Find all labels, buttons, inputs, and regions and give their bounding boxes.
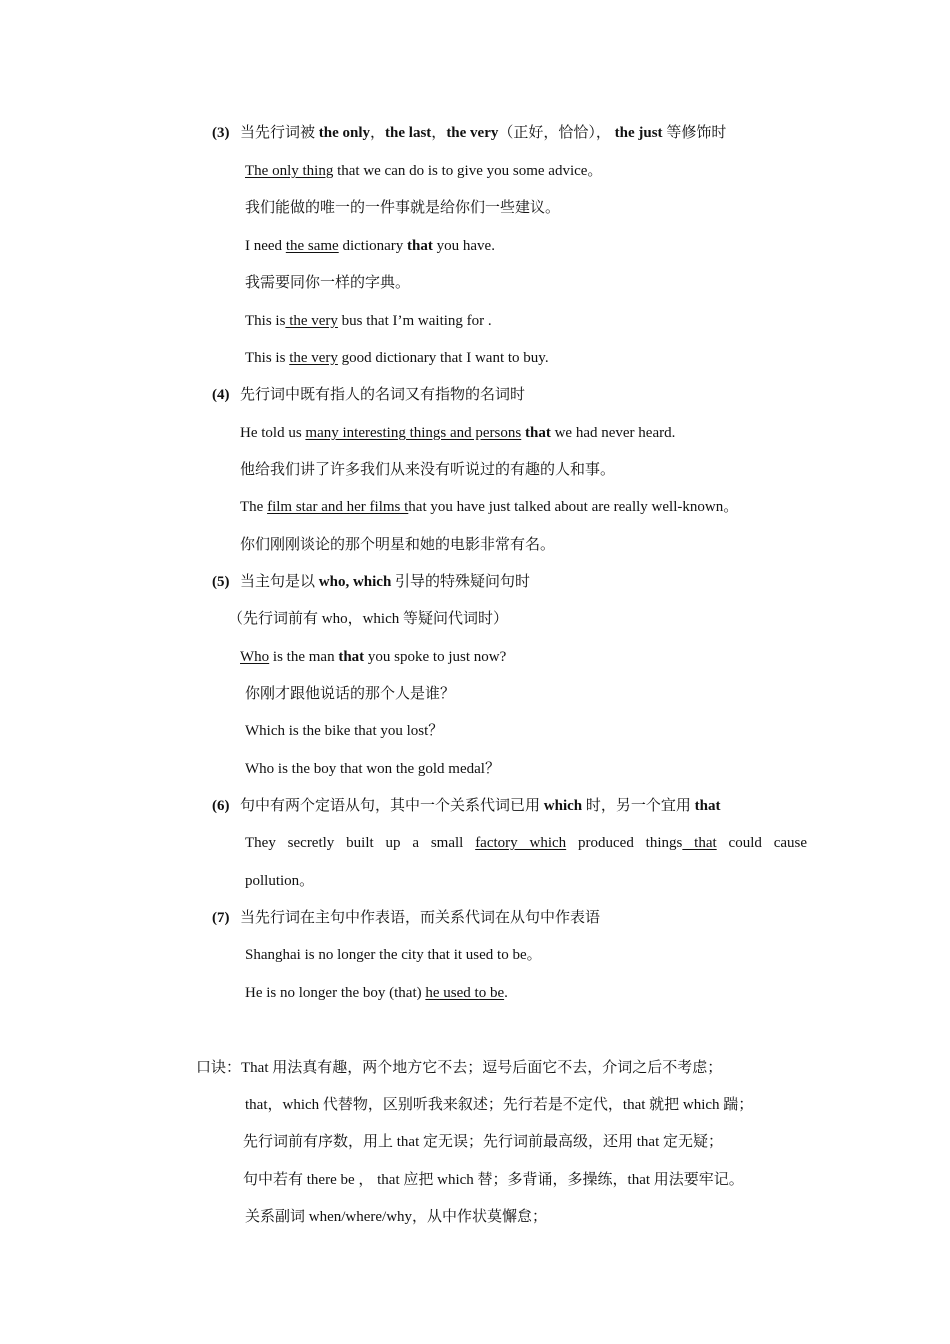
example-sentence: He is no longer the boy (that) he used to be. (245, 985, 508, 1001)
example-sentence: He told us many interesting things and persons that we had never heard. (240, 425, 676, 441)
section-3-heading: (3) 当先行词被 the only，the last，the very（正好，恰恰）， the just 等修饰时 (212, 125, 727, 141)
example-translation: 你刚才跟他说话的那个人是谁？ (245, 686, 456, 702)
section-4-heading: (4) 先行词中既有指人的名词又有指物的名词时 (212, 387, 526, 403)
section-6-heading: (6) 句中有两个定语从句，其中一个关系代词已用 which 时，另一个宜用 that (212, 798, 721, 814)
rhyme-line: that，which 代替物，区别听我来叙述；先行若是不定代，that 就把 which 踹； (245, 1097, 754, 1113)
example-translation: 你们刚刚谈论的那个明星和她的电影非常有名。 (240, 537, 556, 553)
rhyme-line: 关系副词 when/where/why，从中作状莫懈怠； (245, 1209, 548, 1225)
section-number: (5) (212, 574, 230, 590)
section-number: (6) (212, 798, 230, 814)
rhyme-line: 先行词前有序数，用上 that 定无误；先行词前最高级，还用 that 定无疑； (243, 1134, 723, 1150)
example-sentence: This is the very bus that I’m waiting for . (245, 313, 492, 329)
example-translation: 我需要同你一样的字典。 (245, 275, 411, 291)
rhyme-line: 句中若有 there be ， that 应把 which 替；多背诵，多操练，that 用法要牢记。 (243, 1172, 744, 1188)
example-sentence: This is the very good dictionary that I want to buy. (245, 350, 549, 366)
rhyme-line: 口诀：That 用法真有趣，两个地方它不去；逗号后面它不去，介词之后不考虑； (196, 1060, 723, 1076)
section-7-heading: (7) 当先行词在主句中作表语，而关系代词在从句中作表语 (212, 910, 601, 926)
section-number: (7) (212, 910, 230, 926)
section-number: (4) (212, 387, 230, 403)
example-sentence: They secretly built up a small factory which produced things that could cause (245, 835, 808, 851)
example-sentence: Who is the boy that won the gold medal？ (245, 761, 500, 777)
example-translation: 我们能做的唯一的一件事就是给你们一些建议。 (245, 200, 561, 216)
section-number: (3) (212, 125, 230, 141)
example-sentence: The film star and her films that you have just talked about are really well-known。 (240, 499, 739, 515)
example-sentence: I need the same dictionary that you have. (245, 238, 495, 254)
rhyme-label: 口诀： (196, 1060, 242, 1076)
example-sentence: Shanghai is no longer the city that it used to be。 (245, 947, 542, 963)
section-5-note: （先行词前有 who，which 等疑问代词时） (228, 611, 508, 627)
section-5-heading: (5) 当主句是以 who, which 引导的特殊疑问句时 (212, 574, 531, 590)
example-translation: 他给我们讲了许多我们从来没有听说过的有趣的人和事。 (240, 462, 616, 478)
example-sentence: The only thing that we can do is to give you some advice。 (245, 163, 603, 179)
example-sentence: Who is the man that you spoke to just now? (240, 649, 507, 665)
example-sentence-continued: pollution。 (245, 873, 315, 889)
example-sentence: Which is the bike that you lost？ (245, 723, 444, 739)
